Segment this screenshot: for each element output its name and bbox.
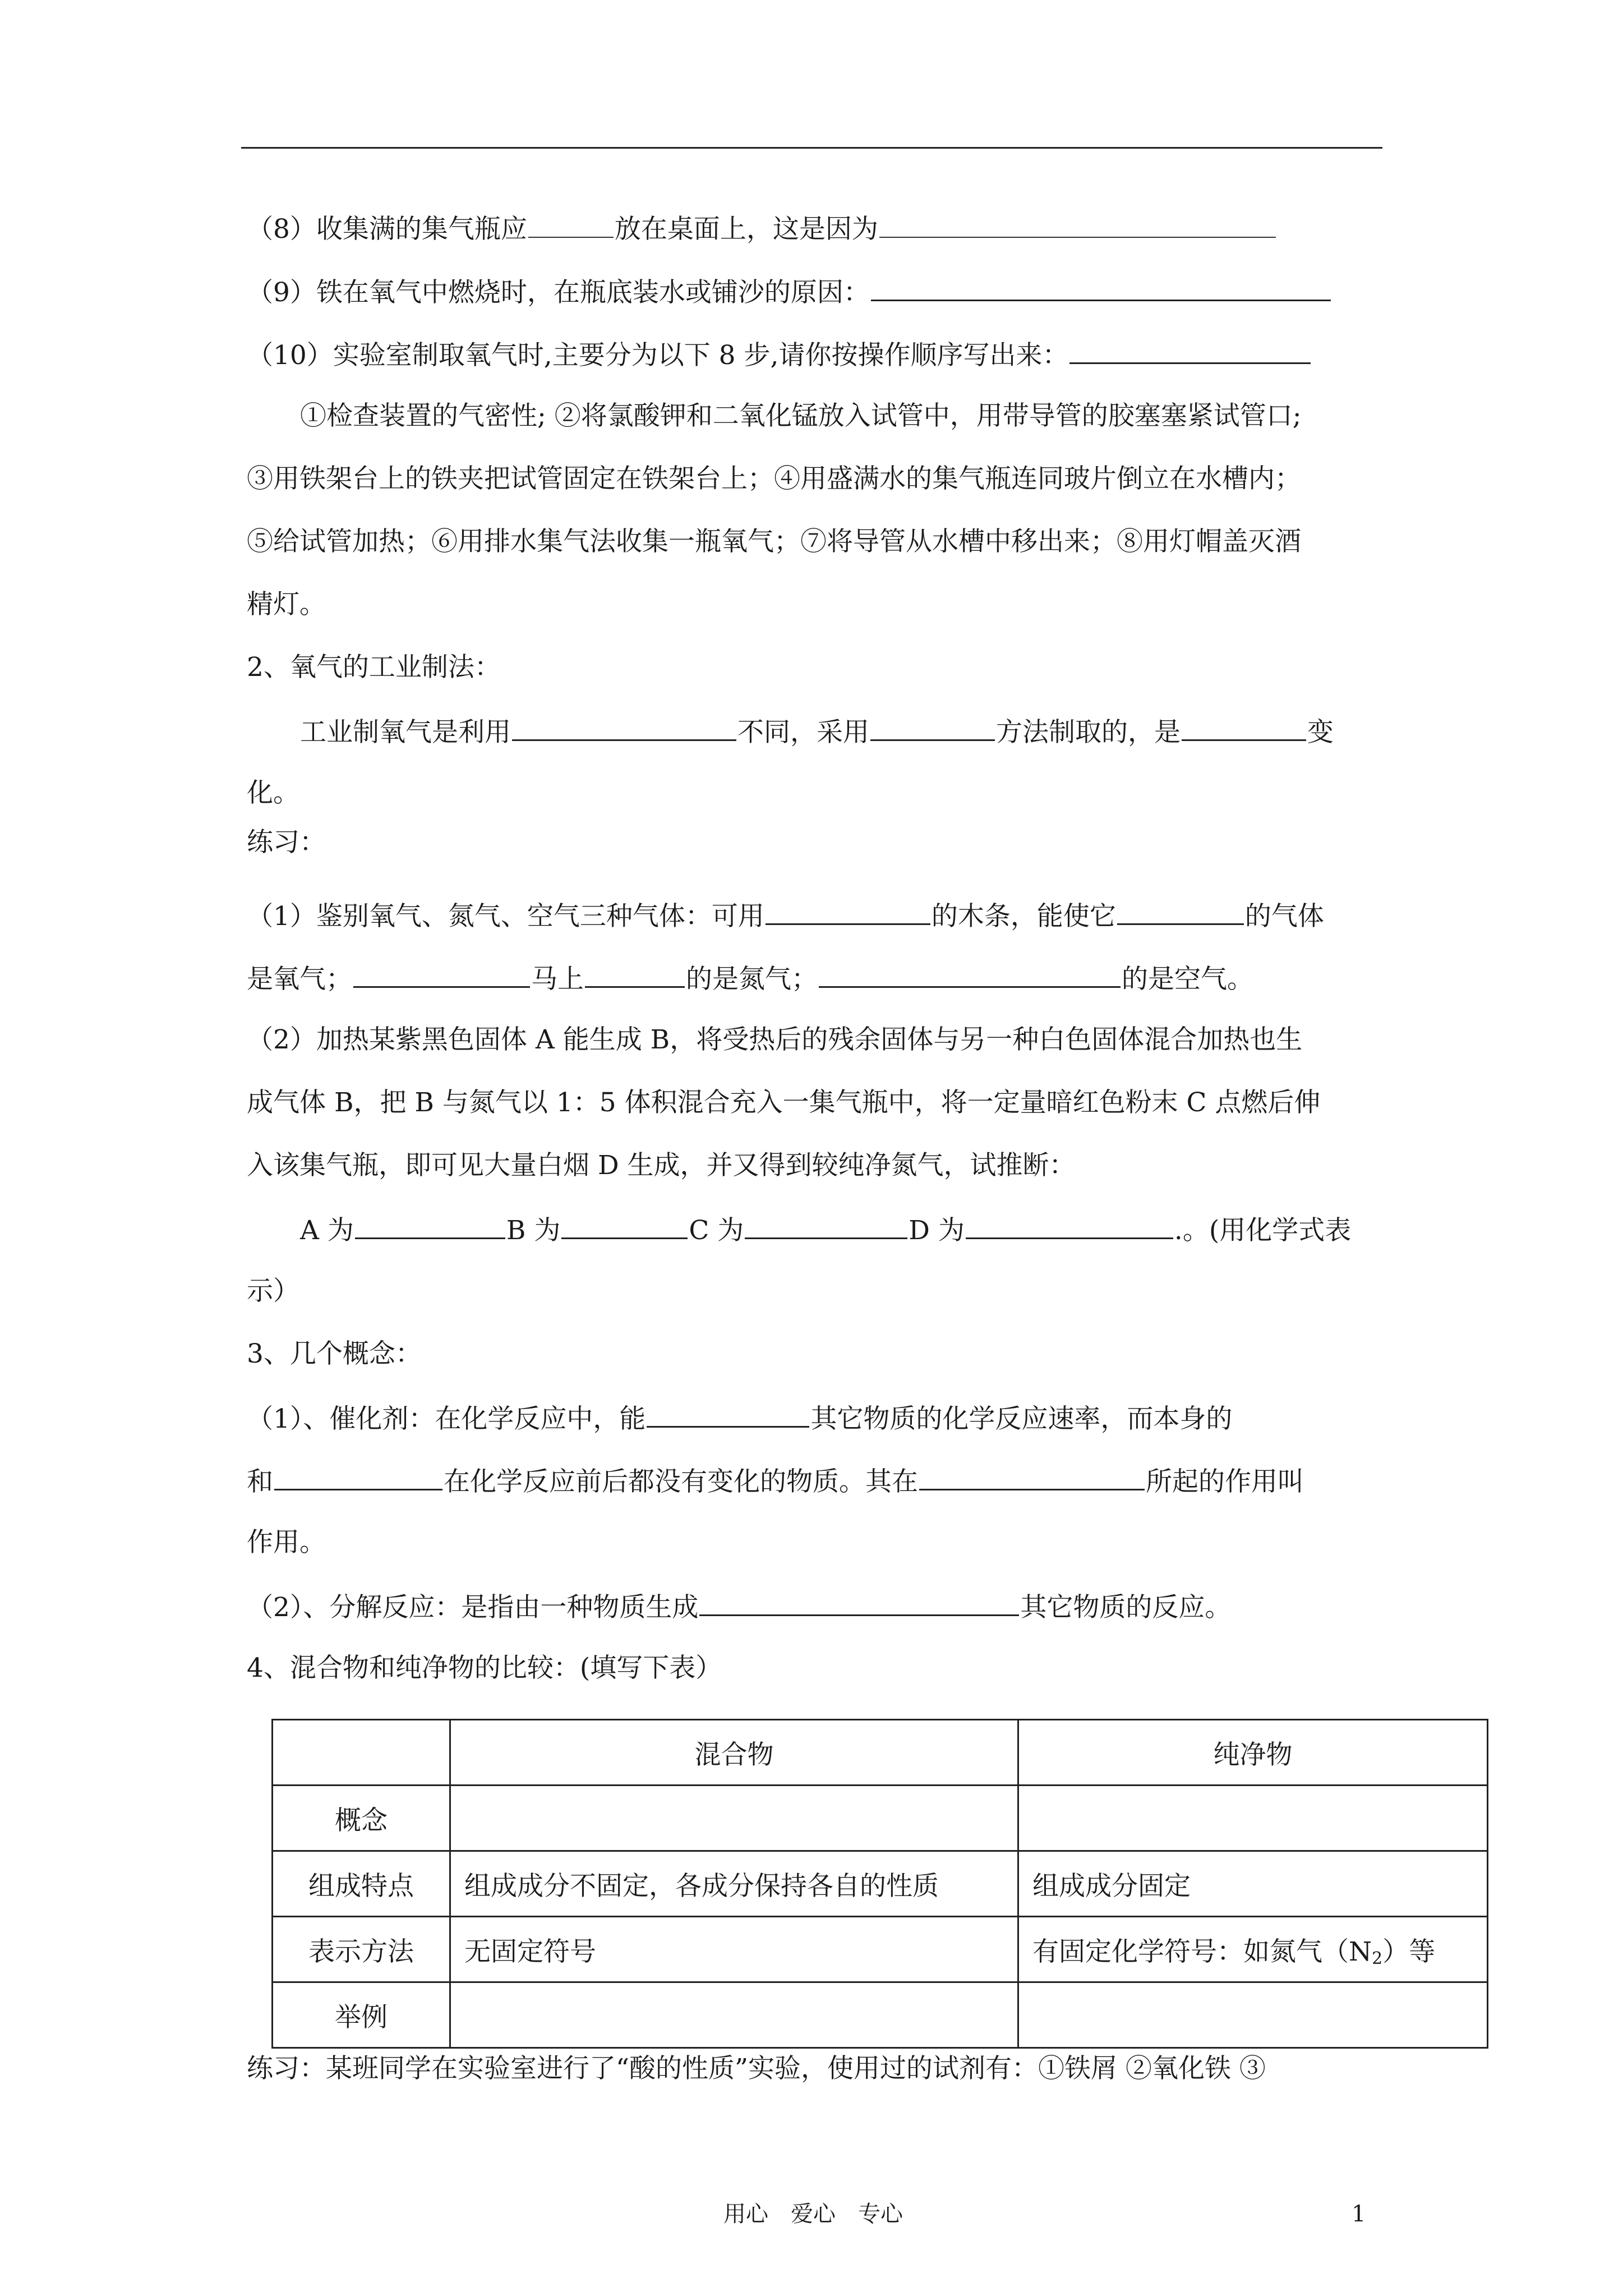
catalyst-line-3: 作用。 bbox=[247, 1527, 326, 1558]
table-cell[interactable] bbox=[1018, 1982, 1488, 2048]
practice-1-line-1: （1）鉴别氧气、氮气、空气三种气体：可用 的木条，能使它 的气体 bbox=[247, 898, 1324, 933]
answer-blank[interactable] bbox=[879, 211, 1276, 238]
practice-2-line-2: 成气体 B，把 B 与氮气以 1：5 体积混合充入一集气瓶中，将一定量暗红色粉末 C 点燃后伸 bbox=[247, 1087, 1321, 1118]
page-number: 1 bbox=[1352, 2201, 1366, 2227]
table-cell[interactable] bbox=[1018, 1786, 1488, 1851]
table-cell: 无固定符号 bbox=[450, 1917, 1018, 1982]
answer-blank[interactable] bbox=[585, 960, 685, 988]
answer-blank[interactable] bbox=[528, 211, 614, 238]
table-cell[interactable] bbox=[450, 1786, 1018, 1851]
header-rule bbox=[241, 147, 1382, 149]
steps-line-2: ③用铁架台上的铁夹把试管固定在铁架台上；④用盛满水的集气瓶连同玻片倒立在水槽内； bbox=[247, 463, 1301, 494]
table-header-cell bbox=[273, 1720, 450, 1786]
footer-motto: 用心 爱心 专心 bbox=[723, 2201, 903, 2227]
table-cell: 有固定化学符号：如氮气$(N_2)$等 bbox=[1018, 1917, 1488, 1982]
answer-blank-b[interactable] bbox=[561, 1212, 688, 1239]
question-9: （9）铁在氧气中燃烧时，在瓶底装水或铺沙的原因： bbox=[247, 274, 1332, 310]
question-8: （8）收集满的集气瓶应 放在桌面上，这是因为 bbox=[247, 211, 1277, 246]
table-row bbox=[273, 1982, 1488, 2048]
table-cell: 组成成分不固定，各成分保持各自的性质 bbox=[450, 1851, 1018, 1917]
answer-blank[interactable] bbox=[766, 898, 930, 925]
row-label: 表示方法 bbox=[273, 1917, 450, 1982]
table-row bbox=[273, 1917, 1488, 1982]
final-practice-line: 练习：某班同学在实验室进行了“酸的性质”实验，使用过的试剂有：①铁屑 ②氧化铁 ③ bbox=[247, 2053, 1266, 2084]
answer-blank[interactable] bbox=[819, 960, 1121, 988]
comparison-table bbox=[271, 1719, 1488, 2049]
table-cell: 组成成分固定 bbox=[1018, 1851, 1488, 1917]
steps-line-3: ⑤给试管加热；⑥用排水集气法收集一瓶氧气；⑦将导管从水槽中移出来；⑧用灯帽盖灭酒 bbox=[247, 526, 1301, 557]
answer-blank[interactable] bbox=[919, 1463, 1145, 1490]
table-header-row bbox=[273, 1720, 1488, 1786]
answer-blank[interactable] bbox=[1182, 714, 1306, 741]
section-2-title: 2、氧气的工业制法： bbox=[247, 652, 501, 683]
practice-label: 练习： bbox=[247, 827, 326, 858]
answer-blank[interactable] bbox=[699, 1589, 1019, 1616]
practice-2-end: 示） bbox=[247, 1276, 299, 1306]
industrial-oxygen-line-2: 化。 bbox=[247, 777, 299, 808]
practice-2-answers: A 为 B 为 C 为 D 为 .。(用化学式表 bbox=[300, 1212, 1351, 1248]
answer-blank[interactable] bbox=[274, 1463, 442, 1490]
row-label: 举例 bbox=[273, 1982, 450, 2048]
table-row bbox=[273, 1786, 1488, 1851]
section-3-title: 3、几个概念： bbox=[247, 1338, 422, 1369]
answer-blank[interactable] bbox=[647, 1400, 809, 1428]
practice-2-line-3: 入该集气瓶，即可见大量白烟 D 生成，并又得到较纯净氮气，试推断： bbox=[247, 1150, 1076, 1181]
answer-blank[interactable] bbox=[1069, 337, 1311, 364]
question-10: （10）实验室制取氧气时,主要分为以下 8 步,请你按操作顺序写出来： bbox=[247, 337, 1312, 372]
catalyst-line-1: （1）、催化剂：在化学反应中，能 其它物质的化学反应速率，而本身的 bbox=[247, 1400, 1232, 1436]
answer-blank[interactable] bbox=[512, 714, 736, 741]
table-row bbox=[273, 1851, 1488, 1917]
industrial-oxygen-line: 工业制氧气是利用 不同，采用 方法制取的，是 变 bbox=[300, 714, 1334, 749]
steps-line-1: ①检查装置的气密性; ②将氯酸钾和二氧化锰放入试管中，用带导管的胶塞塞紧试管口; bbox=[300, 401, 1302, 431]
answer-blank-a[interactable] bbox=[355, 1212, 505, 1239]
row-label: 组成特点 bbox=[273, 1851, 450, 1917]
practice-1-line-2: 是氧气； 马上 的是氮气； 的是空气。 bbox=[247, 960, 1253, 996]
answer-blank-c[interactable] bbox=[745, 1212, 907, 1239]
answer-blank[interactable] bbox=[1117, 898, 1244, 925]
catalyst-line-2: 和 在化学反应前后都没有变化的物质。其在 所起的作用叫 bbox=[247, 1463, 1304, 1499]
decomposition-line: （2）、分解反应：是指由一种物质生成 其它物质的反应。 bbox=[247, 1589, 1231, 1625]
table-header-cell: 混合物 bbox=[450, 1720, 1018, 1786]
table-header-cell: 纯净物 bbox=[1018, 1720, 1488, 1786]
table-cell[interactable] bbox=[450, 1982, 1018, 2048]
answer-blank[interactable] bbox=[353, 960, 530, 988]
answer-blank[interactable] bbox=[871, 274, 1331, 301]
row-label: 概念 bbox=[273, 1786, 450, 1851]
answer-blank-d[interactable] bbox=[966, 1212, 1173, 1239]
steps-line-4: 精灯。 bbox=[247, 589, 326, 620]
practice-2-line-1: （2）加热某紫黑色固体 A 能生成 B，将受热后的残余固体与另一种白色固体混合加热也生 bbox=[247, 1024, 1303, 1055]
section-4-title: 4、混合物和纯净物的比较：(填写下表） bbox=[247, 1653, 722, 1683]
answer-blank[interactable] bbox=[870, 714, 995, 741]
